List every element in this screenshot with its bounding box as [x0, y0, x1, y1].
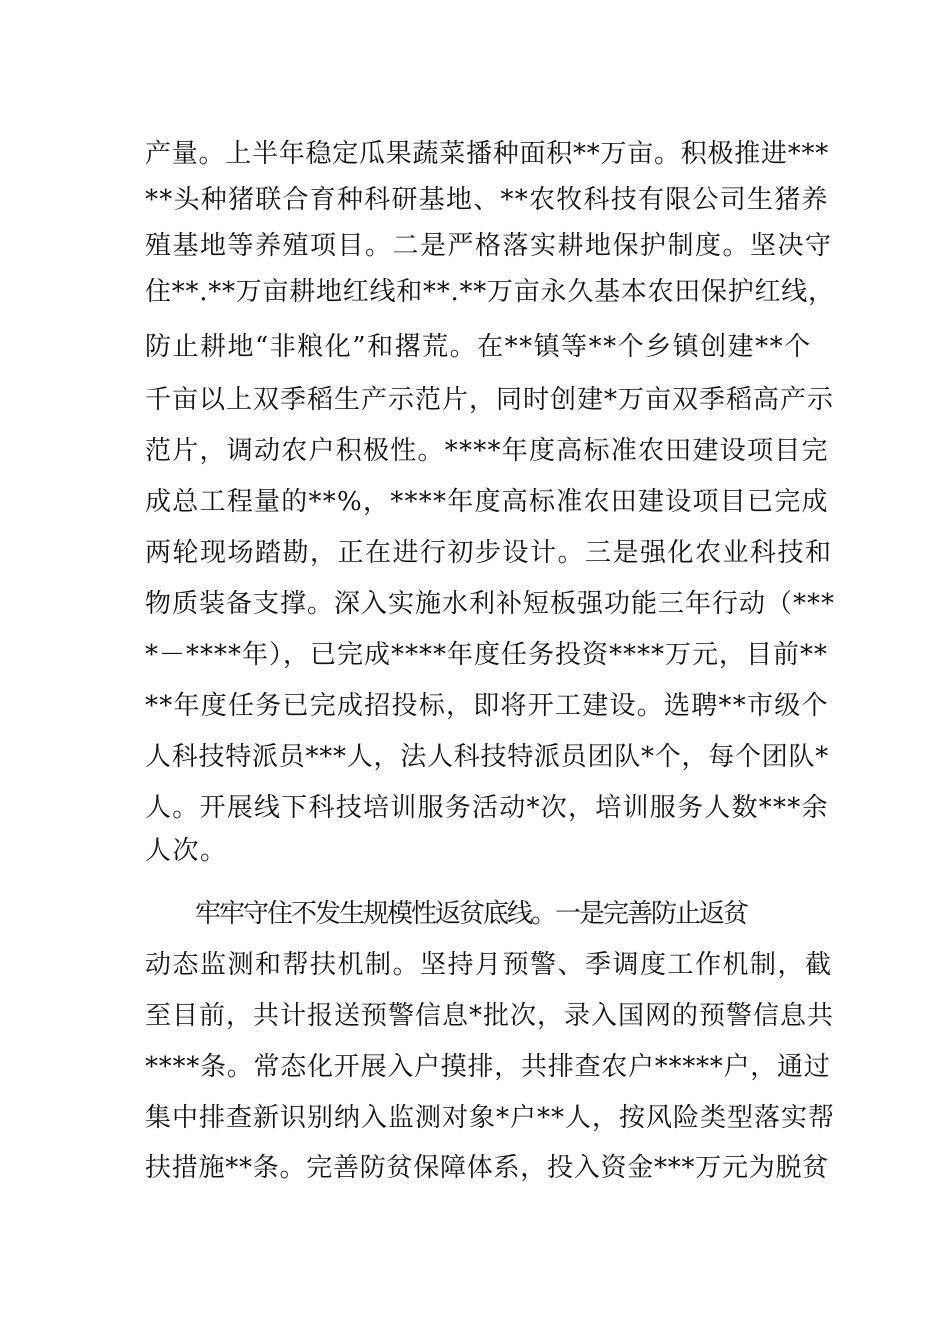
paragraph-1-line-1: 产量。上半年稳定瓜果蔬菜播种面积**万亩。积极推进***	[145, 139, 830, 169]
paragraph-2-line-5: 集中排查新识别纳入监测对象*户**人，按风险类型落实帮	[145, 1103, 836, 1133]
paragraph-1-line-14: 人。开展线下科技培训服务活动*次，培训服务人数***余	[145, 793, 829, 823]
paragraph-2-line-6: 扶措施**条。完善防贫保障体系，投入资金***万元为脱贫	[145, 1153, 830, 1183]
paragraph-2-line-4: ****条。常态化开展入户摸排，共排查农户*****户，通过	[145, 1052, 831, 1082]
paragraph-2-line-1: 牢牢守住不发生规模性返贫底线。一是完善防止返贫	[195, 899, 748, 929]
paragraph-1-line-12: **年度任务已完成招投标，即将开工建设。选聘**市级个	[145, 691, 829, 721]
paragraph-2-line-2: 动态监测和帮扶机制。坚持月预警、季调度工作机制，截	[145, 950, 833, 980]
paragraph-1-line-8: 成总工程量的**%，****年度高标准农田建设项目已完成	[145, 487, 829, 517]
paragraph-1-line-4: 住**.**万亩耕地红线和**.**万亩永久基本农田保护红线，	[145, 277, 835, 307]
paragraph-1-line-2: **头种猪联合育种科研基地、**农牧科技有限公司生猪养	[145, 185, 829, 215]
paragraph-2-line-3: 至目前，共计报送预警信息*批次，录入国网的预警信息共	[145, 1001, 835, 1031]
paragraph-1-line-11: *－****年），已完成****年度任务投资****万元，目前**	[145, 640, 829, 670]
paragraph-1-line-5: 防止耕地“非粮化”和撂荒。在**镇等**个乡镇创建**个	[145, 332, 812, 362]
paragraph-1-line-9: 两轮现场踏勘，正在进行初步设计。三是强化农业科技和	[145, 538, 833, 568]
paragraph-1-line-3: 殖基地等养殖项目。二是严格落实耕地保护制度。坚决守	[145, 231, 833, 261]
paragraph-1-line-6: 千亩以上双季稻生产示范片，同时创建*万亩双季稻高产示	[145, 385, 835, 415]
paragraph-1-line-15: 人次。	[145, 836, 228, 866]
paragraph-1-line-13: 人科技特派员***人，法人科技特派员团队*个，每个团队*	[145, 742, 830, 772]
paragraph-1-line-7: 范片，调动农户积极性。****年度高标准农田建设项目完	[145, 436, 829, 466]
paragraph-1-line-10: 物质装备支撑。深入实施水利补短板强功能三年行动（***	[145, 589, 836, 619]
